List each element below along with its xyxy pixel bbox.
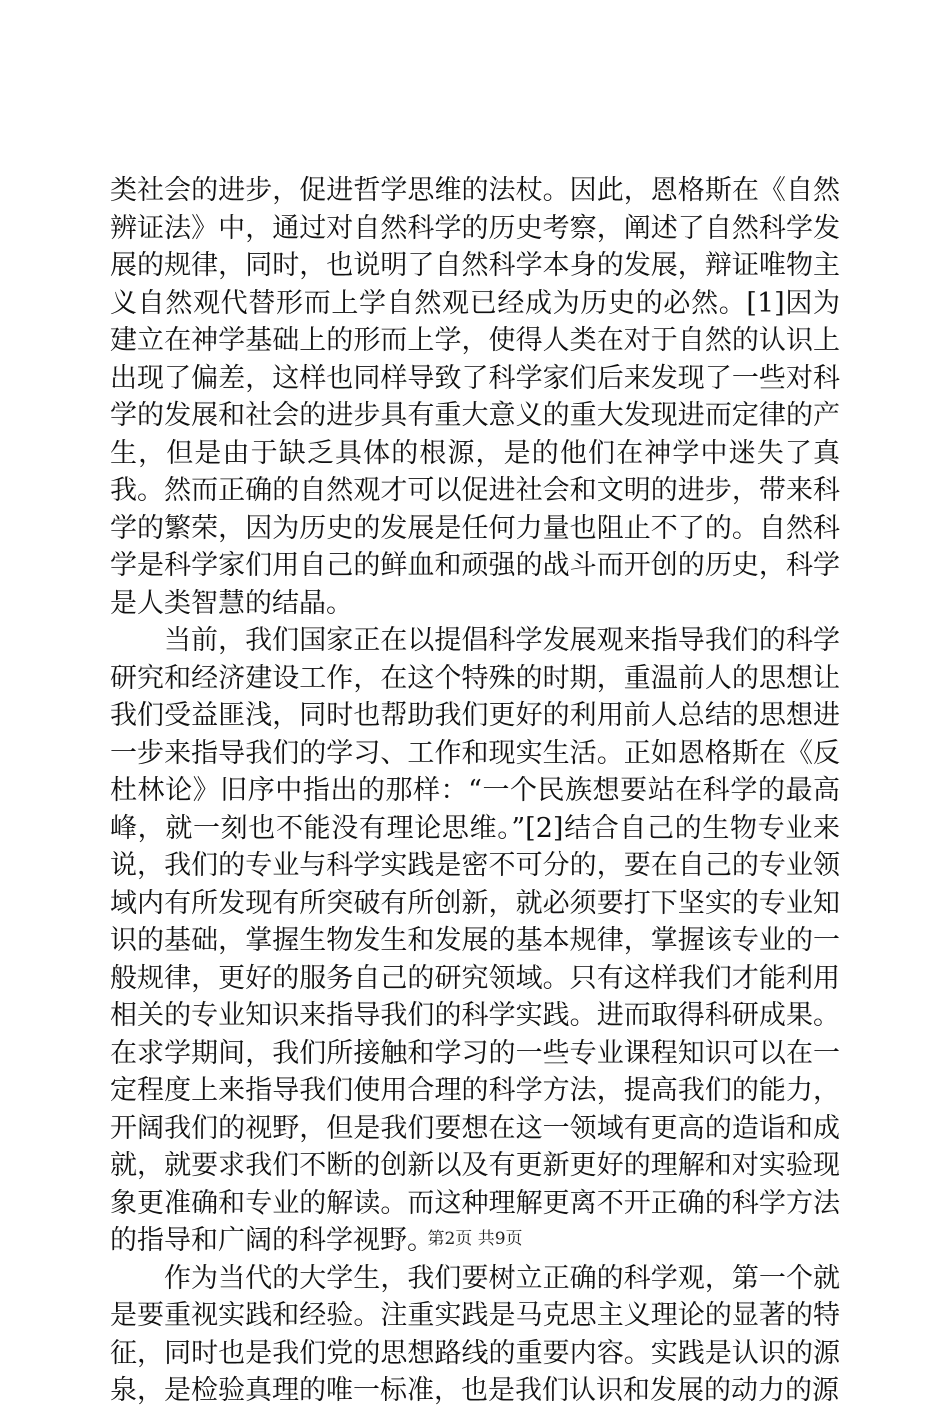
paragraph-3: 作为当代的大学生，我们要树立正确的科学观，第一个就是要重视实践和经验。注重实践是马克思主义理论的显著的特征，同时也是我们党的思想路线的重要内容。实践是认识的源泉，是检验真理的唯一标准，也是我们认识和发展的动力的源 [110,1262,840,1406]
paragraph-2: 当前，我们国家正在以提倡科学发展观来指导我们的科学研究和经济建设工作，在这个特殊的时期，重温前人的思想让我们受益匪浅，同时也帮助我们更好的利用前人总结的思想进一步来指导我们的学习、工作和现实生活。正如恩格斯在《反杜林论》旧序中指出的那样：“一个民族想要站在科学的最高峰，就一刻也不能没有理论思维。”[2]结合自己的生物专业来说，我们的专业与科学实践是密不可分的，要在自己的专业领域内有所发现有所突破有所创新，就必须要打下坚实的专业知识的基础，掌握生物发生和发展的基本规律，掌握该专业的一般规律，更好的服务自己的研究领域。只有这样我们才能利用相关的专业知识来指导我们的科学实践。进而取得科研成果。在求学期间，我们所接触和学习的一些专业课程知识可以在一定程度上来指导我们使用合理的科学方法，提高我们的能力，开阔我们的视野，但是我们要想在这一领域有更高的造诣和成就，就要求我们不断的创新以及有更新更好的理解和对实验现象更准确和专业的解读。而这种理解更离不开正确的科学方法的指导和广阔的科学视野。 [110,625,840,1256]
paragraph-1: 类社会的进步，促进哲学思维的法杖。因此，恩格斯在《自然辨证法》中，通过对自然科学的历史考察，阐述了自然科学发展的规律，同时，也说明了自然科学本身的发展，辩证唯物主义自然观代替形而上学自然观已经成为历史的必然。[1]因为建立在神学基础上的形而上学，使得人类在对于自然的认识上出现了偏差，这样也同样导致了科学家们后来发现了一些对科学的发展和社会的进步具有重大意义的重大发现进而定律的产生，但是由于缺乏具体的根源，是的他们在神学中迷失了真我。然而正确的自然观才可以促进社会和文明的进步，带来科学的繁荣，因为历史的发展是任何力量也阻止不了的。自然科学是科学家们用自己的鲜血和顽强的战斗而开创的历史，科学是人类智慧的结晶。 [110,175,840,619]
page-number-footer: 第2页 共9页 [427,1229,523,1249]
